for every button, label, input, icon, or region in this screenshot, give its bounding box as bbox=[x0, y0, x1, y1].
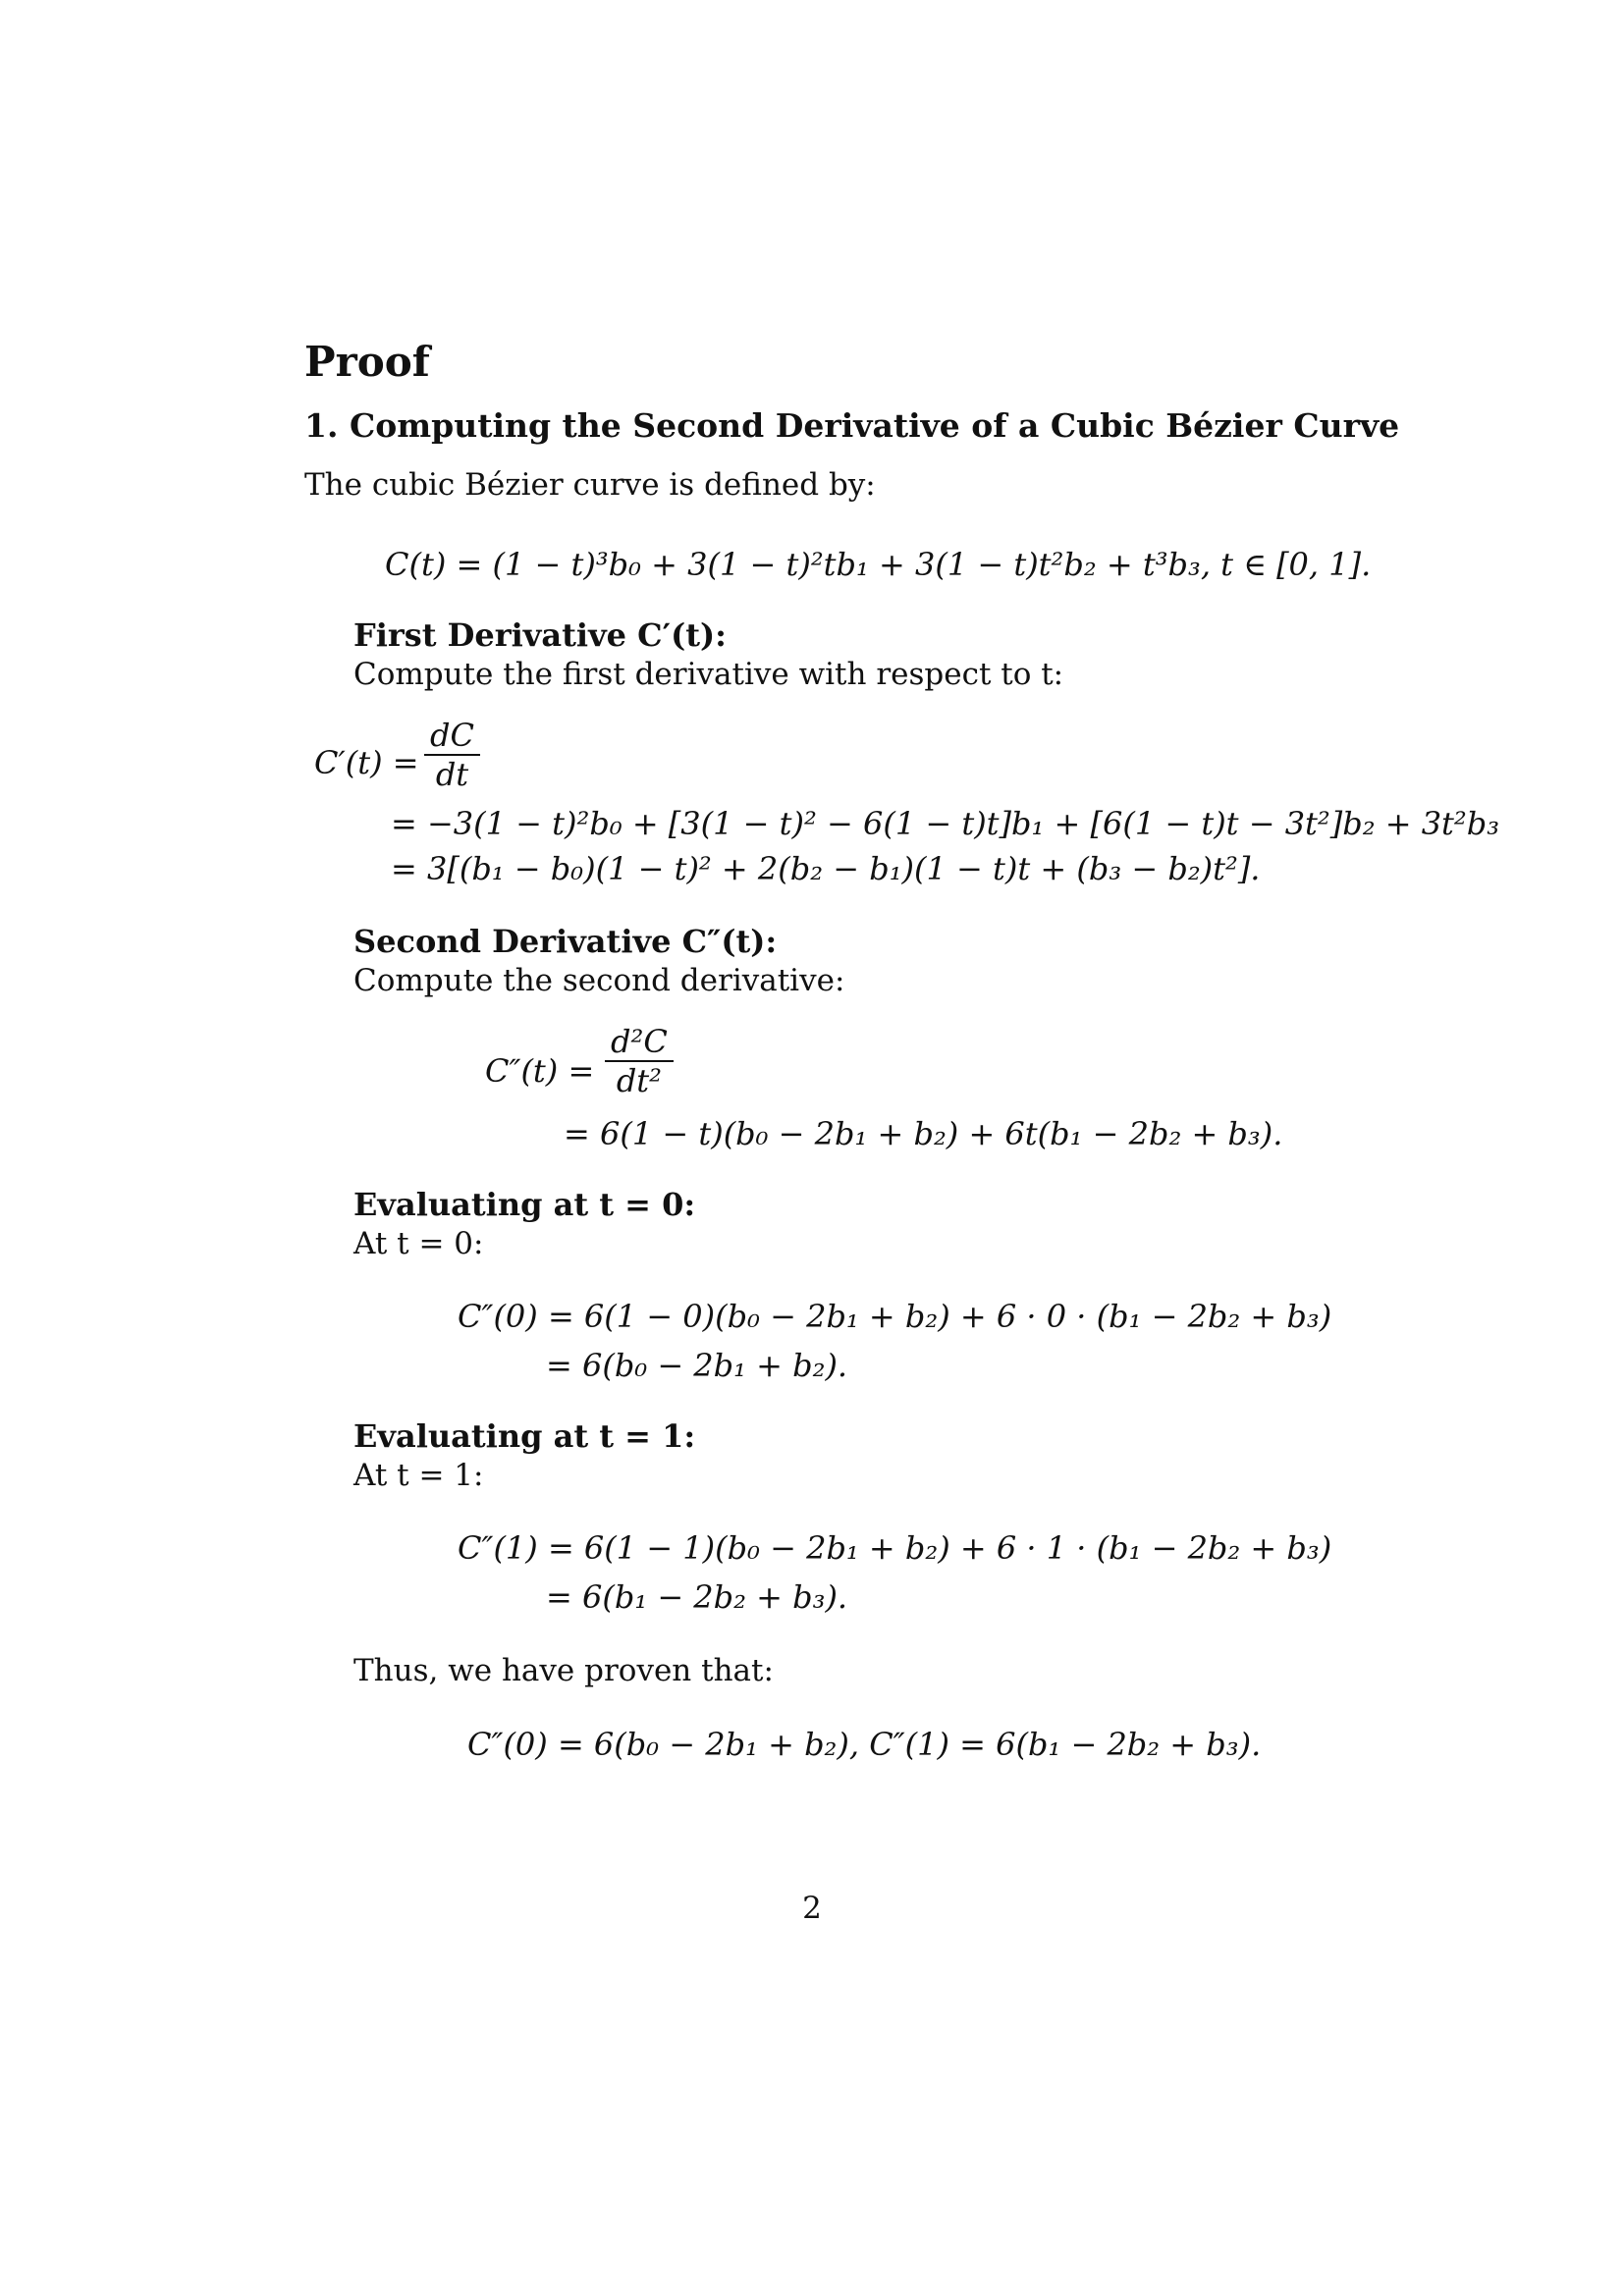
fraction-denominator: dt bbox=[435, 756, 469, 793]
second-derivative-text: Compute the second derivative: bbox=[353, 963, 845, 998]
equation-first-line2: = −3(1 − t)²b₀ + [3(1 − t)² − 6(1 − t)t]b₁ + [6(1 − t)t − 3t²]b₂ + 3t²b₃ bbox=[391, 805, 1500, 842]
heading-proof: Proof bbox=[304, 338, 430, 386]
fraction-d2c-dt2 bbox=[605, 1023, 674, 1099]
eval-t1-text: At t = 1: bbox=[353, 1458, 484, 1493]
equation-first-lhs: C′(t) = bbox=[314, 744, 419, 781]
equation-second-line2: = 6(1 − t)(b₀ − 2b₁ + b₂) + 6t(b₁ − 2b₂ + b₃). bbox=[564, 1115, 1283, 1152]
equation-eval0-line1: C″(0) = 6(1 − 0)(b₀ − 2b₁ + b₂) + 6 · 0 · (b₁ − 2b₂ + b₃) bbox=[458, 1298, 1332, 1335]
equation-eval1-line1: C″(1) = 6(1 − 1)(b₀ − 2b₁ + b₂) + 6 · 1 · (b₁ − 2b₂ + b₃) bbox=[458, 1529, 1332, 1567]
fraction-dc-dt bbox=[424, 717, 480, 793]
page-number: 2 bbox=[802, 1891, 822, 1926]
fraction-denominator: dt² bbox=[616, 1062, 662, 1099]
eval-t0-label: Evaluating at t = 0: bbox=[353, 1186, 696, 1223]
fraction-numerator: d²C bbox=[605, 1023, 674, 1062]
equation-curve: C(t) = (1 − t)³b₀ + 3(1 − t)²tb₁ + 3(1 − t)t²b₂ + t³b₃, t ∈ [0, 1]. bbox=[385, 546, 1372, 583]
equation-second-fraction bbox=[601, 1023, 677, 1099]
first-derivative-text: Compute the first derivative with respect to t: bbox=[353, 657, 1064, 692]
thus-text: Thus, we have proven that: bbox=[353, 1653, 774, 1688]
eval-t1-label: Evaluating at t = 1: bbox=[353, 1417, 696, 1455]
equation-eval0-line2: = 6(b₀ − 2b₁ + b₂). bbox=[546, 1347, 848, 1384]
fraction-numerator: dC bbox=[424, 717, 480, 756]
section-title: 1. Computing the Second Derivative of a Cubic Bézier Curve bbox=[304, 406, 1400, 445]
intro-text: The cubic Bézier curve is defined by: bbox=[304, 467, 876, 503]
equation-eval1-line2: = 6(b₁ − 2b₂ + b₃). bbox=[546, 1578, 848, 1616]
second-derivative-label: Second Derivative C″(t): bbox=[353, 923, 778, 960]
eval-t0-text: At t = 0: bbox=[353, 1226, 484, 1261]
equation-conclusion: C″(0) = 6(b₀ − 2b₁ + b₂), C″(1) = 6(b₁ − 2b₂ + b₃). bbox=[467, 1726, 1262, 1763]
equation-first-fraction bbox=[420, 717, 484, 793]
equation-first-line3: = 3[(b₁ − b₀)(1 − t)² + 2(b₂ − b₁)(1 − t)t + (b₃ − b₂)t²]. bbox=[391, 850, 1261, 887]
equation-second-lhs: C″(t) = bbox=[485, 1052, 595, 1090]
first-derivative-label: First Derivative C′(t): bbox=[353, 616, 727, 654]
